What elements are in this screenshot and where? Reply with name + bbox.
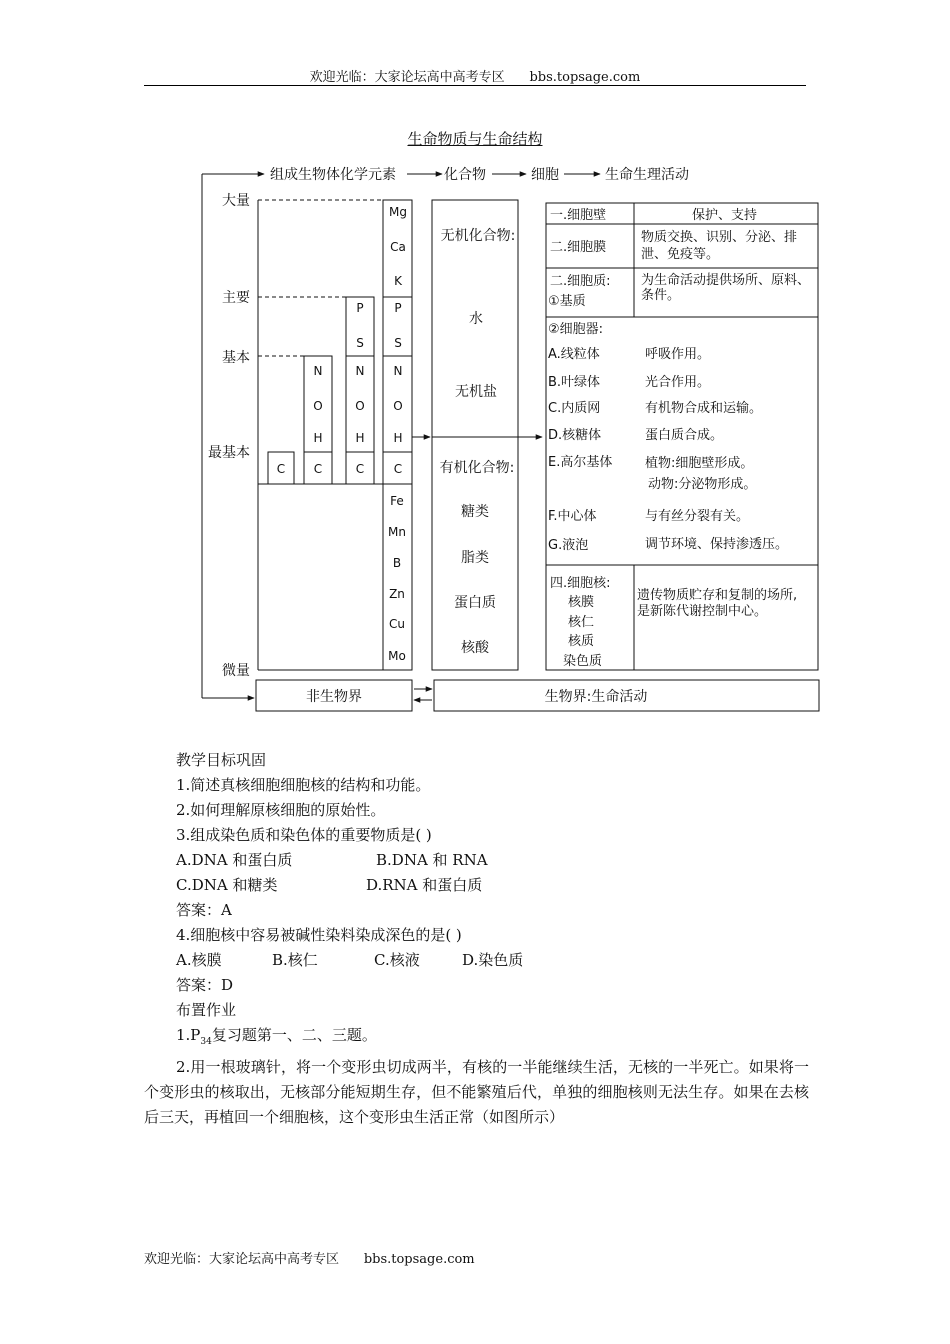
nucleus-func: 遗传物质贮存和复制的场所, xyxy=(637,588,798,603)
header-site: bbs.topsage.com xyxy=(529,70,641,85)
element-symbol: O xyxy=(355,399,365,413)
element-symbol: H xyxy=(313,431,323,445)
cell-func: 为生命活动提供场所、原料、 xyxy=(641,273,811,288)
q3-option-a: A.DNA 和蛋白质 xyxy=(176,851,293,869)
element-symbol: N xyxy=(313,364,323,378)
q3-answer: 答案：A xyxy=(176,901,232,919)
organelle-func: 调节环境、保持渗透压。 xyxy=(645,537,789,552)
organelle-name: F.中心体 xyxy=(548,509,597,524)
organelle-name: G.液泡 xyxy=(548,538,589,553)
nucleus-part: 核质 xyxy=(568,634,595,649)
footer-text: 欢迎光临：大家论坛高中高考专区 xyxy=(144,1252,340,1267)
organelle-func: 呼吸作用。 xyxy=(645,347,711,362)
question-2: 2.如何理解原核细胞的原始性。 xyxy=(176,801,386,819)
element-symbol: Mo xyxy=(388,649,406,663)
organelle-func: 光合作用。 xyxy=(645,375,711,390)
organelle-name: A.线粒体 xyxy=(548,347,600,362)
q4-option-b: B.核仁 xyxy=(272,951,318,969)
level-label: 微量 xyxy=(222,663,250,679)
element-symbol: B xyxy=(392,556,402,570)
element-symbol: C xyxy=(313,462,323,476)
organelle-func: 有机物合成和运输。 xyxy=(645,401,763,416)
compound-label: 脂类 xyxy=(461,550,489,566)
cell-part: 二.细胞质: xyxy=(550,274,611,289)
compound-label: 水 xyxy=(469,311,483,327)
element-symbol: Zn xyxy=(389,587,405,601)
compound-label: 蛋白质 xyxy=(454,595,496,611)
question-4: 4.细胞核中容易被碱性染料染成深色的是( ) xyxy=(176,926,462,944)
element-symbol: Fe xyxy=(390,494,404,508)
q3-option-b: B.DNA 和 RNA xyxy=(376,851,488,869)
element-symbol: N xyxy=(393,364,403,378)
element-symbol: P xyxy=(356,301,364,315)
goal-title: 教学目标巩固 xyxy=(176,751,267,769)
element-symbol: N xyxy=(355,364,365,378)
q4-option-a: A.核膜 xyxy=(176,951,222,969)
cell-func: 物质交换、识别、分泌、排 xyxy=(641,230,798,245)
organelle-name: B.叶绿体 xyxy=(548,375,601,390)
homework-title: 布置作业 xyxy=(176,1001,237,1019)
element-symbol: C xyxy=(393,462,403,476)
level-label: 大量 xyxy=(222,193,250,209)
organelle-func: 蛋白质合成。 xyxy=(645,428,724,443)
nucleus-part: 染色质 xyxy=(563,654,603,669)
flow-label-activity: 生命生理活动 xyxy=(605,167,689,183)
q4-option-d: D.染色质 xyxy=(462,951,524,969)
nucleus-part: 核仁 xyxy=(568,615,595,630)
compound-label: 无机化合物: xyxy=(440,228,516,244)
element-symbol: C xyxy=(276,462,286,476)
compound-label: 有机化合物: xyxy=(439,460,515,476)
element-symbol: H xyxy=(355,431,365,445)
element-symbol: Ca xyxy=(390,240,406,254)
cell-func: 保护、支持 xyxy=(692,208,758,223)
element-symbol: H xyxy=(393,431,403,445)
element-symbol: S xyxy=(356,336,364,350)
organelle-func: 植物:细胞壁形成。 xyxy=(645,456,754,471)
compound-label: 核酸 xyxy=(461,640,489,656)
homework-2: 2.用一根玻璃针，将一个变形虫切成两半，有核的一半能继续生活，无核的一半死亡。如果将一个变形虫的核取出，无核部分能短期生存，但不能繁殖后代，单独的细胞核则无法生存。如果在去核后三天，再植回一个细胞核，这个变形虫生活正常（如图所示） xyxy=(144,1058,809,1126)
hw1-page-sub: 34 xyxy=(200,1037,212,1047)
cell-part: 一.细胞壁 xyxy=(550,208,607,223)
cell-part: 二.细胞膜 xyxy=(550,240,607,255)
element-symbol: Cu xyxy=(389,617,405,631)
question-3: 3.组成染色质和染色体的重要物质是( ) xyxy=(176,826,432,844)
element-symbol: O xyxy=(393,399,403,413)
living-label: 生物界:生命活动 xyxy=(544,689,648,705)
compound-label: 糖类 xyxy=(461,504,489,520)
hw1-text: 复习题第一、二、三题。 xyxy=(211,1026,377,1044)
element-symbol: C xyxy=(355,462,365,476)
flow-label-cell: 细胞 xyxy=(531,167,559,183)
level-label: 基本 xyxy=(222,350,250,366)
element-symbol: Mn xyxy=(388,525,406,539)
element-symbol: K xyxy=(394,274,402,288)
q4-answer: 答案：D xyxy=(176,976,234,994)
flow-label-compounds: 化合物 xyxy=(444,167,486,183)
question-1: 1.简述真核细胞细胞核的结构和功能。 xyxy=(176,776,431,794)
organelle-func: 动物:分泌物形成。 xyxy=(648,477,757,492)
organelle-header: ②细胞器: xyxy=(548,322,604,337)
hw1-prefix: 1.P xyxy=(176,1026,201,1044)
level-label: 最基本 xyxy=(208,445,250,461)
nonliving-label: 非生物界 xyxy=(306,689,362,705)
q3-option-c: C.DNA 和糖类 xyxy=(176,876,278,894)
element-symbol: O xyxy=(313,399,323,413)
q4-option-c: C.核液 xyxy=(374,951,420,969)
nucleus-part: 四.细胞核: xyxy=(550,576,611,591)
level-label: 主要 xyxy=(222,290,250,306)
footer-site: bbs.topsage.com xyxy=(363,1252,475,1267)
cell-func: 条件。 xyxy=(641,288,681,303)
element-symbol: P xyxy=(394,301,402,315)
organelle-name: D.核糖体 xyxy=(548,428,602,443)
flow-label-elements: 组成生物体化学元素 xyxy=(270,167,396,183)
header-text: 欢迎光临：大家论坛高中高考专区 xyxy=(309,70,505,85)
compound-label: 无机盐 xyxy=(455,384,497,400)
nucleus-part: 核膜 xyxy=(568,595,595,610)
nucleus-func: 是新陈代谢控制中心。 xyxy=(637,604,768,619)
cell-func: 泄、免疫等。 xyxy=(641,247,720,262)
organelle-name: E.高尔基体 xyxy=(548,455,613,470)
element-symbol: S xyxy=(394,336,402,350)
organelle-name: C.内质网 xyxy=(548,401,601,416)
page-footer xyxy=(144,1248,475,1267)
organelle-func: 与有丝分裂有关。 xyxy=(645,509,750,524)
homework-1 xyxy=(144,1023,809,1055)
element-symbol: Mg xyxy=(389,205,407,219)
q3-option-d: D.RNA 和蛋白质 xyxy=(366,876,483,894)
lesson-text xyxy=(144,748,809,1130)
diagram-title: 生命物质与生命结构 xyxy=(407,130,543,148)
cell-part: ①基质 xyxy=(548,294,586,309)
